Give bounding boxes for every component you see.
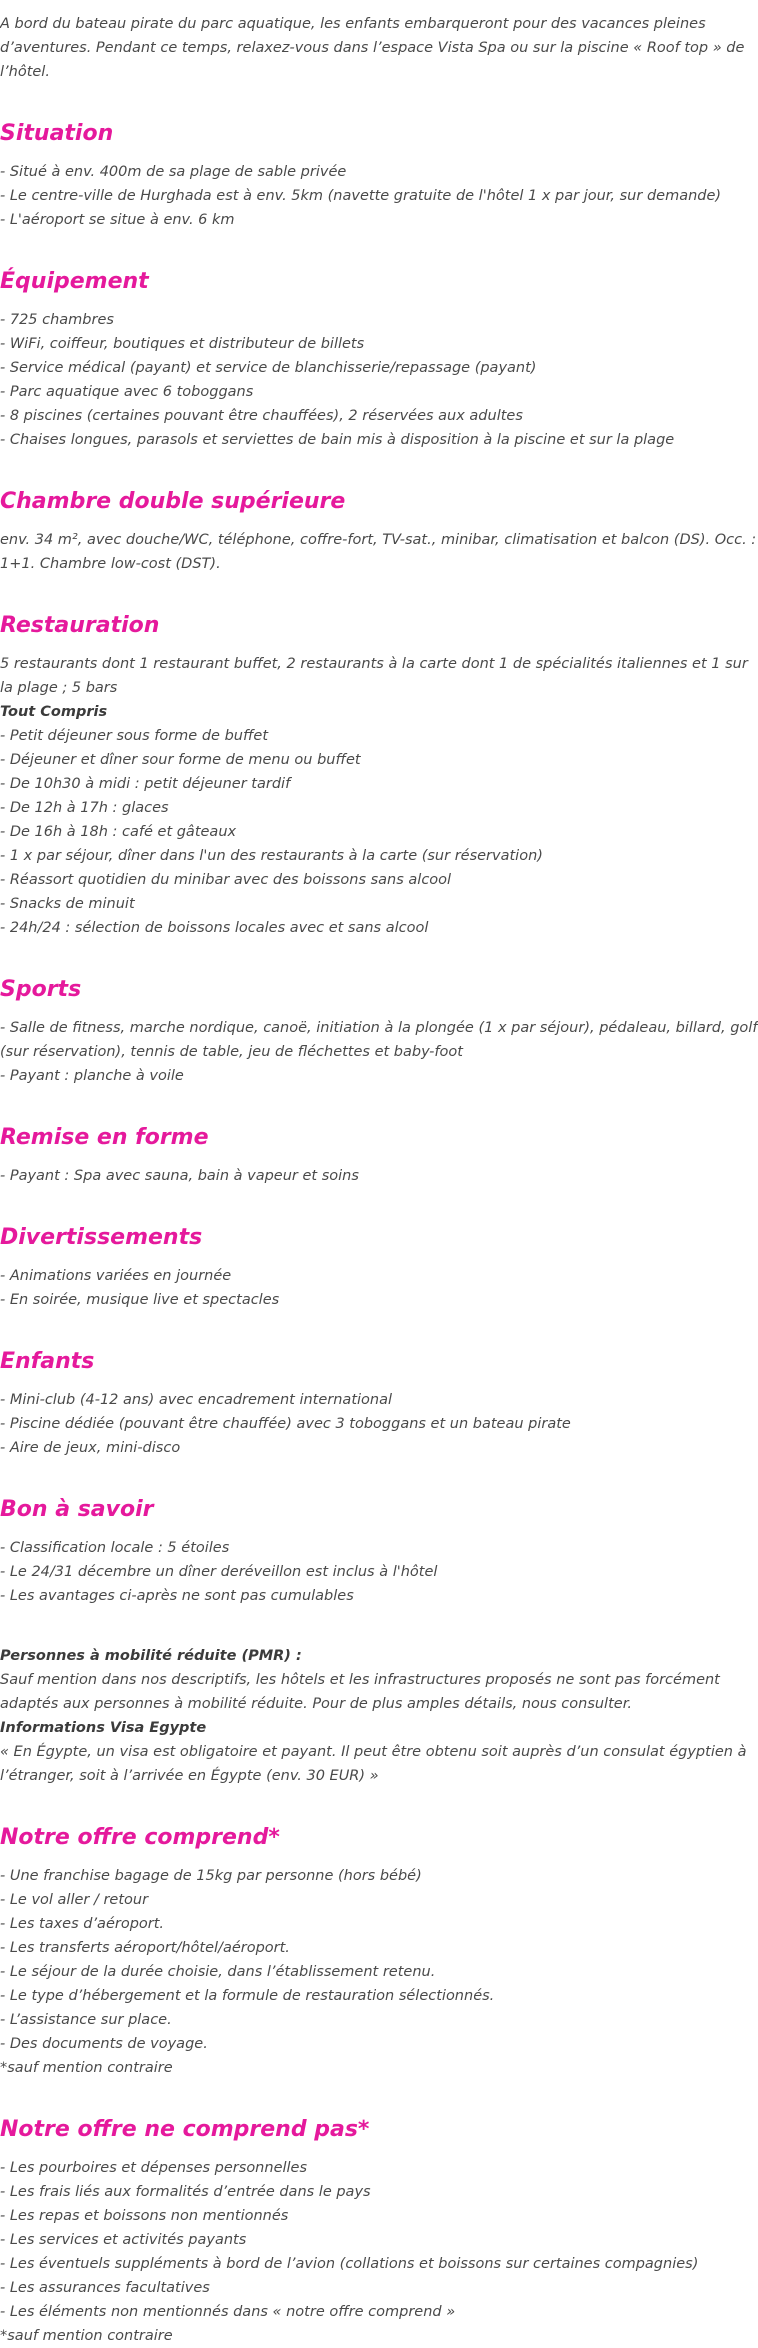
- info-block: [0, 1644, 758, 1788]
- list-item: - Les repas et boissons non mentionnés: [0, 2208, 289, 2224]
- section-heading: Équipement: [0, 269, 149, 294]
- list-item: - Animations variées en journée: [0, 1268, 232, 1284]
- list-item: *sauf mention contraire: [0, 2060, 173, 2076]
- list-item: - WiFi, coiffeur, boutiques et distributeur de billets: [0, 336, 365, 352]
- list-item: - Les transferts aéroport/hôtel/aéroport.: [0, 1940, 290, 1956]
- subheading: Informations Visa Egypte: [0, 1720, 207, 1736]
- list-item: - En soirée, musique live et spectacles: [0, 1292, 280, 1308]
- list-item: - Les éléments non mentionnés dans « notre offre comprend »: [0, 2304, 456, 2320]
- list-item: - Les frais liés aux formalités d’entrée dans le pays: [0, 2184, 371, 2200]
- list-item: - Piscine dédiée (pouvant être chauffée) avec 3 toboggans et un bateau pirate: [0, 1416, 571, 1432]
- section-heading: Notre offre comprend*: [0, 1825, 280, 1850]
- list-item: - Les taxes d’aéroport.: [0, 1916, 165, 1932]
- list-item: - L'aéroport se situe à env. 6 km: [0, 212, 235, 228]
- section-4: [0, 612, 758, 940]
- paragraph: Sauf mention dans nos descriptifs, les hôtels et les infrastructures proposés ne sont pas forcément adaptés aux personnes à mobilité réduite. Pour de plus amples détails, nous consulter.: [0, 1672, 720, 1712]
- section-6: [0, 1124, 758, 1188]
- list-item: - Les avantages ci-après ne sont pas cumulables: [0, 1588, 354, 1604]
- section-2: [0, 268, 758, 452]
- list-item: - Les pourboires et dépenses personnelles: [0, 2160, 308, 2176]
- list-item: - Snacks de minuit: [0, 896, 135, 912]
- list-item: - 24h/24 : sélection de boissons locales avec et sans alcool: [0, 920, 429, 936]
- list-item: - Payant : Spa avec sauna, bain à vapeur et soins: [0, 1168, 359, 1184]
- list-item: - Les services et activités payants: [0, 2232, 247, 2248]
- list-item: - Le 24/31 décembre un dîner deréveillon est inclus à l'hôtel: [0, 1564, 438, 1580]
- list-item: - Le vol aller / retour: [0, 1892, 149, 1908]
- list-item: - Aire de jeux, mini-disco: [0, 1440, 181, 1456]
- subheading: Tout Compris: [0, 704, 108, 720]
- list-item: - De 16h à 18h : café et gâteaux: [0, 824, 237, 840]
- list-item: - Le séjour de la durée choisie, dans l’établissement retenu.: [0, 1964, 436, 1980]
- list-item: - Les éventuels suppléments à bord de l’avion (collations et boissons sur certaines compagnies): [0, 2256, 699, 2272]
- section-heading: Notre offre ne comprend pas*: [0, 2117, 370, 2142]
- section-heading: Remise en forme: [0, 1125, 209, 1150]
- list-item: - Des documents de voyage.: [0, 2036, 208, 2052]
- section-5: [0, 976, 758, 1088]
- list-item: - Mini-club (4-12 ans) avec encadrement international: [0, 1392, 393, 1408]
- list-item: - Le centre-ville de Hurghada est à env. 5km (navette gratuite de l'hôtel 1 x par jour, sur demande): [0, 188, 722, 204]
- section-9: [0, 1496, 758, 1788]
- list-item: - Payant : planche à voile: [0, 1068, 184, 1084]
- list-item: - Parc aquatique avec 6 toboggans: [0, 384, 254, 400]
- hotel-description: [0, 12, 758, 2348]
- list-item: 5 restaurants dont 1 restaurant buffet, 2 restaurants à la carte dont 1 de spécialités italiennes et 1 sur la plage ; 5 bars: [0, 656, 748, 696]
- section-7: [0, 1224, 758, 1312]
- section-heading: Sports: [0, 977, 82, 1002]
- list-item: - De 10h30 à midi : petit déjeuner tardif: [0, 776, 291, 792]
- list-item: - 725 chambres: [0, 312, 114, 328]
- list-item: - Chaises longues, parasols et serviettes de bain mis à disposition à la piscine et sur la plage: [0, 432, 675, 448]
- section-10: [0, 1824, 758, 2080]
- list-item: - De 12h à 17h : glaces: [0, 800, 169, 816]
- list-item: - Petit déjeuner sous forme de buffet: [0, 728, 269, 744]
- list-item: - Classification locale : 5 étoiles: [0, 1540, 230, 1556]
- section-3: [0, 488, 758, 576]
- list-item: - 1 x par séjour, dîner dans l'un des restaurants à la carte (sur réservation): [0, 848, 543, 864]
- list-item: *sauf mention contraire: [0, 2328, 173, 2344]
- subheading: Personnes à mobilité réduite (PMR) :: [0, 1648, 302, 1664]
- list-item: - Déjeuner et dîner sour forme de menu ou buffet: [0, 752, 361, 768]
- list-item: - Réassort quotidien du minibar avec des boissons sans alcool: [0, 872, 452, 888]
- sections-container: [0, 120, 758, 2348]
- list-item: - Les assurances facultatives: [0, 2280, 210, 2296]
- section-8: [0, 1348, 758, 1460]
- section-heading: Bon à savoir: [0, 1497, 154, 1522]
- list-item: - L’assistance sur place.: [0, 2012, 172, 2028]
- intro-paragraph: A bord du bateau pirate du parc aquatique, les enfants embarqueront pour des vacances pleines d’aventures. Pendant ce temps, relaxez-vous dans l’espace Vista Spa ou sur la piscine « Roof top » de l’hôtel.: [0, 16, 745, 80]
- list-item: - 8 piscines (certaines pouvant être chauffées), 2 réservées aux adultes: [0, 408, 523, 424]
- section-1: [0, 120, 758, 232]
- section-heading: Enfants: [0, 1349, 95, 1374]
- list-item: - Une franchise bagage de 15kg par personne (hors bébé): [0, 1868, 422, 1884]
- list-item: env. 34 m², avec douche/WC, téléphone, coffre-fort, TV-sat., minibar, climatisation et balcon (DS). Occ. : 1+1. Chambre low-cost (DST).: [0, 532, 757, 572]
- list-item: - Situé à env. 400m de sa plage de sable privée: [0, 164, 347, 180]
- section-heading: Chambre double supérieure: [0, 489, 346, 514]
- list-item: - Service médical (payant) et service de blanchisserie/repassage (payant): [0, 360, 537, 376]
- section-11: [0, 2116, 758, 2348]
- paragraph: « En Égypte, un visa est obligatoire et payant. Il peut être obtenu soit auprès d’un consulat égyptien à l’étranger, soit à l’arrivée en Égypte (env. 30 EUR) »: [0, 1744, 747, 1784]
- section-heading: Divertissements: [0, 1225, 203, 1250]
- list-item: - Le type d’hébergement et la formule de restauration sélectionnés.: [0, 1988, 495, 2004]
- list-item: - Salle de fitness, marche nordique, canoë, initiation à la plongée (1 x par séjour), pédaleau, billard, golf (sur réservation), tennis de table, jeu de fléchettes et baby-foot: [0, 1020, 758, 1060]
- section-heading: Restauration: [0, 613, 160, 638]
- section-heading: Situation: [0, 121, 114, 146]
